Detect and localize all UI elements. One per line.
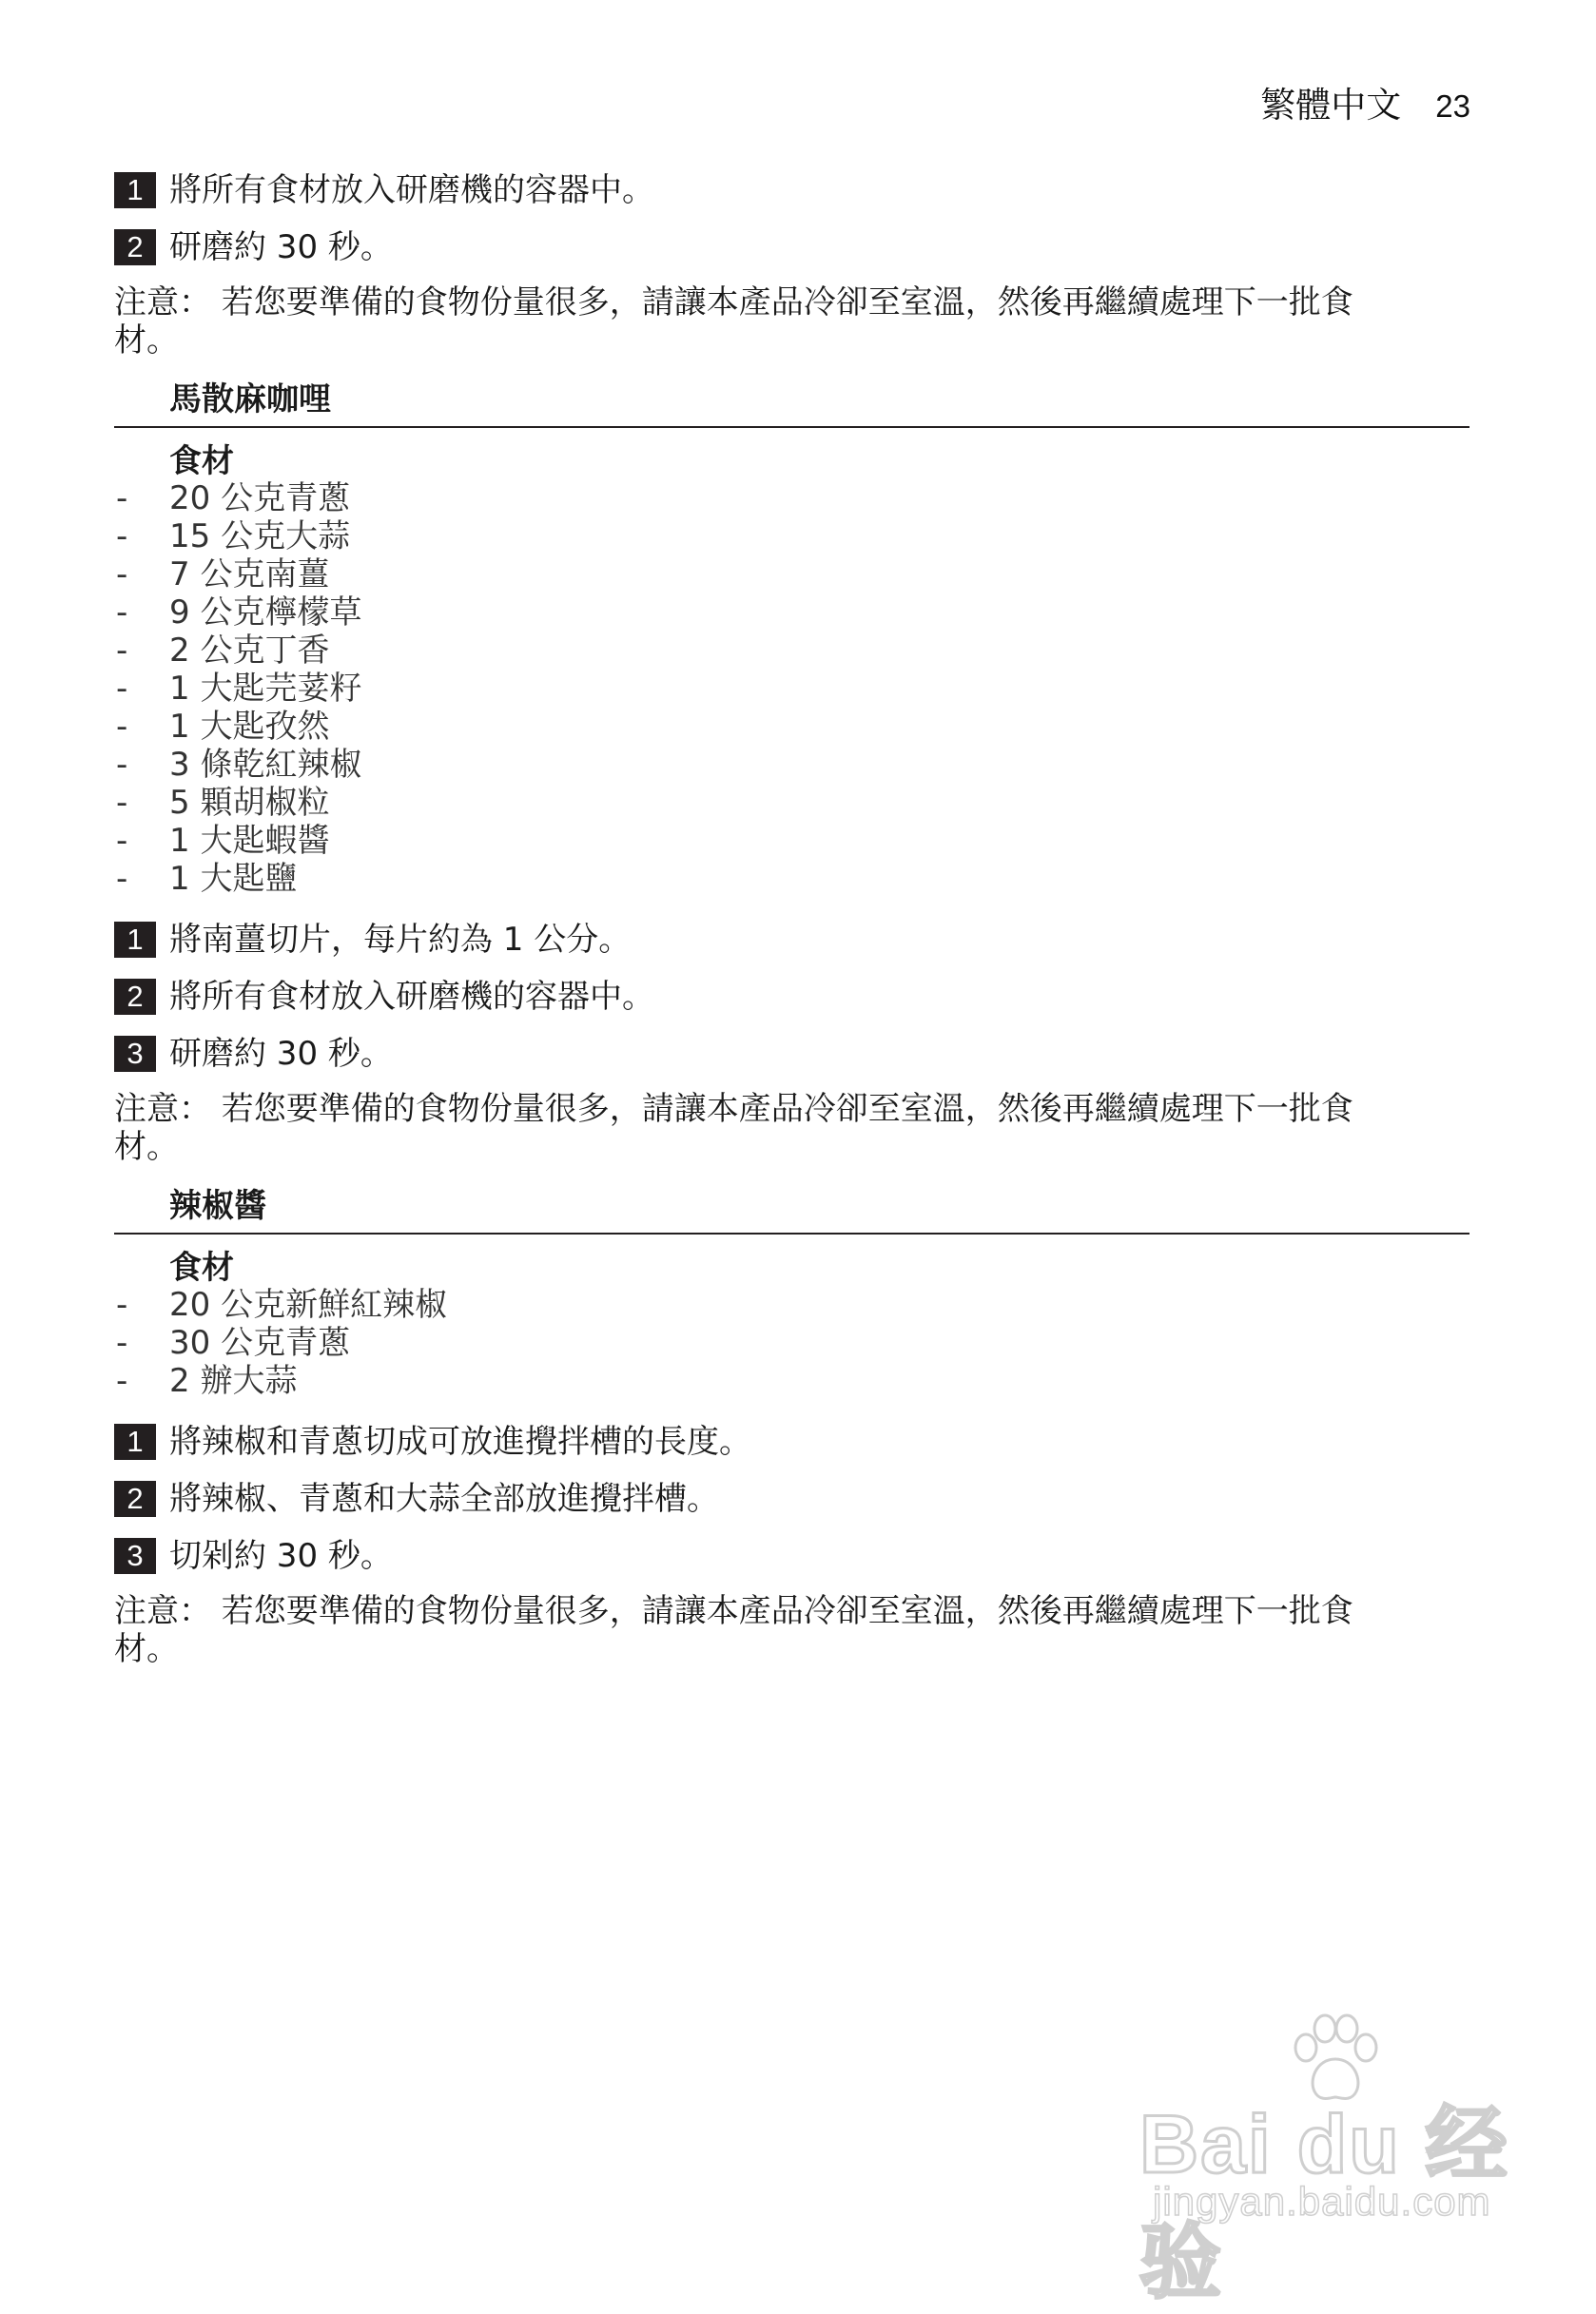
recipe1-step-3: [114, 1033, 1469, 1075]
note-line-1: 注意： 若您要準備的食物份量很多，請讓本產品冷卻至室溫，然後再繼續處理下一批食: [114, 1090, 1353, 1128]
watermark-url: jingyan.baidu.com: [1153, 2179, 1491, 2224]
ingredient-text: 1 大匙孜然: [169, 708, 330, 746]
header-language: 繁體中文: [1260, 85, 1402, 126]
list-marker: -: [116, 1362, 128, 1400]
step-number-badge: 1: [114, 1424, 156, 1460]
ingredient-text: 9 公克檸檬草: [169, 593, 362, 632]
list-marker: -: [116, 784, 128, 822]
step-text: 研磨約 30 秒。: [169, 1035, 393, 1073]
intro-note: [114, 283, 1446, 360]
step-number-badge: 1: [114, 172, 156, 208]
list-item: [114, 1362, 1469, 1400]
ingredient-text: 2 辦大蒜: [169, 1362, 298, 1400]
recipe2-step-3: [114, 1535, 1469, 1577]
ingredient-text: 5 顆胡椒粒: [169, 784, 330, 822]
ingredient-text: 30 公克青蔥: [169, 1324, 351, 1362]
ingredient-text: 7 公克南薑: [169, 555, 330, 593]
ingredient-text: 1 大匙鹽: [169, 860, 298, 898]
section-divider: [114, 1233, 1469, 1235]
recipe2-note: [114, 1592, 1446, 1668]
list-item: [114, 784, 1469, 822]
list-marker: -: [116, 860, 128, 898]
list-item: [114, 746, 1469, 784]
recipe2-step-2: [114, 1478, 1469, 1520]
ingredient-text: 1 大匙芫荽籽: [169, 670, 362, 708]
recipe1-title: 馬散麻咖哩: [169, 380, 331, 418]
list-item: [114, 593, 1469, 632]
recipe1-step-1: [114, 919, 1469, 961]
note-line-1: 注意： 若您要準備的食物份量很多，請讓本產品冷卻至室溫，然後再繼續處理下一批食: [114, 1592, 1353, 1630]
step-text: 將辣椒和青蔥切成可放進攪拌槽的長度。: [169, 1423, 751, 1461]
page-content: [114, 169, 1469, 1689]
recipe2-step-1: [114, 1421, 1469, 1463]
step-text: 將所有食材放入研磨機的容器中。: [169, 978, 654, 1016]
intro-step-1: [114, 169, 1469, 211]
list-marker: -: [116, 746, 128, 784]
intro-step-2: [114, 226, 1469, 268]
note-line-1: 注意： 若您要準備的食物份量很多，請讓本產品冷卻至室溫，然後再繼續處理下一批食: [114, 283, 1353, 321]
list-item: [114, 1286, 1469, 1324]
list-item: [114, 632, 1469, 670]
list-marker: -: [116, 632, 128, 670]
baidu-watermark: [1139, 2012, 1539, 2308]
list-marker: -: [116, 822, 128, 860]
list-marker: -: [116, 593, 128, 632]
list-marker: -: [116, 555, 128, 593]
list-marker: -: [116, 1324, 128, 1362]
ingredient-text: 1 大匙蝦醬: [169, 822, 330, 860]
list-item: [114, 822, 1469, 860]
recipe1-ingredients-title: 食材: [169, 442, 234, 480]
page-number: 23: [1435, 88, 1470, 124]
list-marker: -: [116, 517, 128, 555]
recipe2-ingredient-list: [114, 1286, 1469, 1400]
step-number-badge: 2: [114, 229, 156, 265]
step-number-badge: 3: [114, 1538, 156, 1574]
list-marker: -: [116, 1286, 128, 1324]
recipe2-ingredients-title: 食材: [169, 1249, 234, 1287]
list-marker: -: [116, 670, 128, 708]
ingredient-text: 20 公克青蔥: [169, 479, 351, 517]
recipe1-ingredient-list: [114, 479, 1469, 898]
note-line-2: 材。: [114, 1630, 179, 1668]
step-text: 將所有食材放入研磨機的容器中。: [169, 171, 654, 209]
list-item: [114, 479, 1469, 517]
recipe1-step-2: [114, 976, 1469, 1018]
step-text: 切剁約 30 秒。: [169, 1537, 393, 1575]
step-text: 將辣椒、青蔥和大蒜全部放進攪拌槽。: [169, 1480, 719, 1518]
step-text: 將南薑切片，每片約為 1 公分。: [169, 921, 632, 959]
list-item: [114, 555, 1469, 593]
ingredient-text: 2 公克丁香: [169, 632, 330, 670]
list-item: [114, 1324, 1469, 1362]
list-item: [114, 670, 1469, 708]
step-number-badge: 2: [114, 979, 156, 1015]
list-item: [114, 860, 1469, 898]
list-marker: -: [116, 708, 128, 746]
step-number-badge: 1: [114, 922, 156, 958]
ingredient-text: 3 條乾紅辣椒: [169, 746, 362, 784]
section-divider: [114, 426, 1469, 428]
step-number-badge: 2: [114, 1481, 156, 1517]
watermark-brand: Bai du 经验: [1139, 2099, 1509, 2308]
list-marker: -: [116, 479, 128, 517]
ingredient-text: 15 公克大蒜: [169, 517, 351, 555]
note-line-2: 材。: [114, 321, 179, 360]
list-item: [114, 708, 1469, 746]
step-text: 研磨約 30 秒。: [169, 228, 393, 266]
step-number-badge: 3: [114, 1036, 156, 1072]
page-header: [1260, 76, 1470, 127]
ingredient-text: 20 公克新鮮紅辣椒: [169, 1286, 448, 1324]
note-line-2: 材。: [114, 1128, 179, 1166]
list-item: [114, 517, 1469, 555]
recipe1-note: [114, 1090, 1446, 1166]
recipe2-title: 辣椒醬: [169, 1187, 266, 1225]
